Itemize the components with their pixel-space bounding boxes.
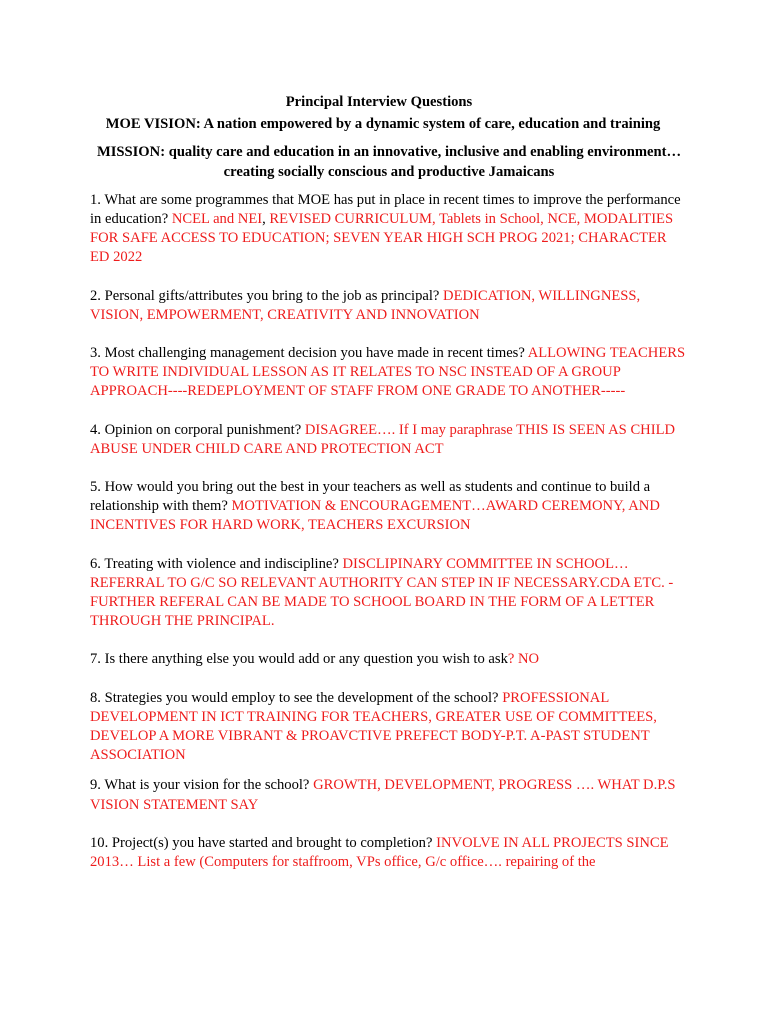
- answer-4: DISAGREE…. If I may paraphrase THIS IS SEEN AS CHILD ABUSE UNDER CHILD CARE AND PROTECTION ACT: [90, 421, 676, 457]
- answer-2: DEDICATION, WILLINGNESS, VISION, EMPOWERMENT, CREATIVITY AND INNOVATION: [90, 287, 641, 323]
- question-9-text: 9. What is your vision for the school?: [90, 777, 314, 794]
- question-8: [90, 689, 688, 766]
- question-5: [90, 478, 688, 536]
- question-2: [90, 287, 688, 325]
- question-7: [90, 650, 688, 669]
- answer-10: INVOLVE IN ALL PROJECTS SINCE 2013… List a few (Computers for staffroom, VPs office, G/c office…. repairing of the: [90, 834, 669, 871]
- answer-5: MOTIVATION & ENCOURAGEMENT…AWARD CEREMONY, AND INCENTIVES FOR HARD WORK, TEACHERS EXCURSION: [90, 498, 660, 534]
- question-7-text: 7. Is there anything else you would add or any question you wish to ask: [90, 651, 508, 668]
- question-9: [90, 776, 688, 814]
- question-1: [90, 191, 688, 268]
- question-10-text: 10. Project(s) you have started and brought to completion?: [90, 834, 437, 851]
- question-4-text: 4. Opinion on corporal punishment?: [90, 421, 305, 438]
- answer-7: ? NO: [507, 651, 540, 668]
- document-title: Principal Interview Questions: [285, 94, 473, 110]
- question-6: [90, 555, 688, 632]
- answer-1-part-1: NCEL and NEI: [171, 211, 263, 228]
- question-8-text: 8. Strategies you would employ to see the development of the school?: [90, 689, 503, 706]
- answer-3: ALLOWING TEACHERS TO WRITE INDIVIDUAL LESSON AS IT RELATES TO NSC INSTEAD OF A GROUP APPROACH----REDEPLOYMENT OF STAFF FROM ONE GRADE TO ANOTHER-----: [90, 345, 686, 400]
- question-10: [90, 834, 688, 872]
- answer-1-separator: ,: [262, 211, 270, 228]
- question-4: [90, 421, 688, 459]
- question-3: [90, 344, 688, 402]
- question-1-text: 1. What are some programmes that MOE has put in place in recent times to improve the performance in education?: [90, 191, 681, 228]
- question-3-text: 3. Most challenging management decision you have made in recent times?: [90, 345, 528, 362]
- question-2-text: 2. Personal gifts/attributes you bring to the job as principal?: [90, 287, 444, 304]
- question-5-text: 5. How would you bring out the best in your teachers as well as students and continue to build a relationship with them?: [90, 479, 651, 515]
- answer-6: DISCLIPINARY COMMITTEE IN SCHOOL… REFERRAL TO G/C SO RELEVANT AUTHORITY CAN STEP IN IF NECESSARY.CDA ETC. - FURTHER REFERAL CAN BE MADE TO SCHOOL BOARD IN THE FORM OF A LETTER THROUGH THE PRINCIPAL.: [90, 555, 674, 630]
- moe-vision-statement: MOE VISION: A nation empowered by a dynamic system of care, education and training: [105, 116, 661, 133]
- answer-8: PROFESSIONAL DEVELOPMENT IN ICT TRAINING FOR TEACHERS, GREATER USE OF COMMITTEES, DEVELOP A MORE VIBRANT & PROAVCTIVE PREFECT BODY-P.T. A-PAST STUDENT ASSOCIATION: [90, 689, 657, 764]
- question-6-text: 6. Treating with violence and indiscipline?: [90, 555, 343, 572]
- answer-9: GROWTH, DEVELOPMENT, PROGRESS …. WHAT D.P.S VISION STATEMENT SAY: [90, 777, 676, 813]
- answer-1-part-2: REVISED CURRICULUM, Tablets in School, NCE, MODALITIES FOR SAFE ACCESS TO EDUCATION; SEVEN YEAR HIGH SCH PROG 2021; CHARACTER ED 2022: [90, 211, 674, 266]
- mission-statement: MISSION: quality care and education in an innovative, inclusive and enabling environment…creating socially conscious and productive Jamaicans: [96, 144, 682, 180]
